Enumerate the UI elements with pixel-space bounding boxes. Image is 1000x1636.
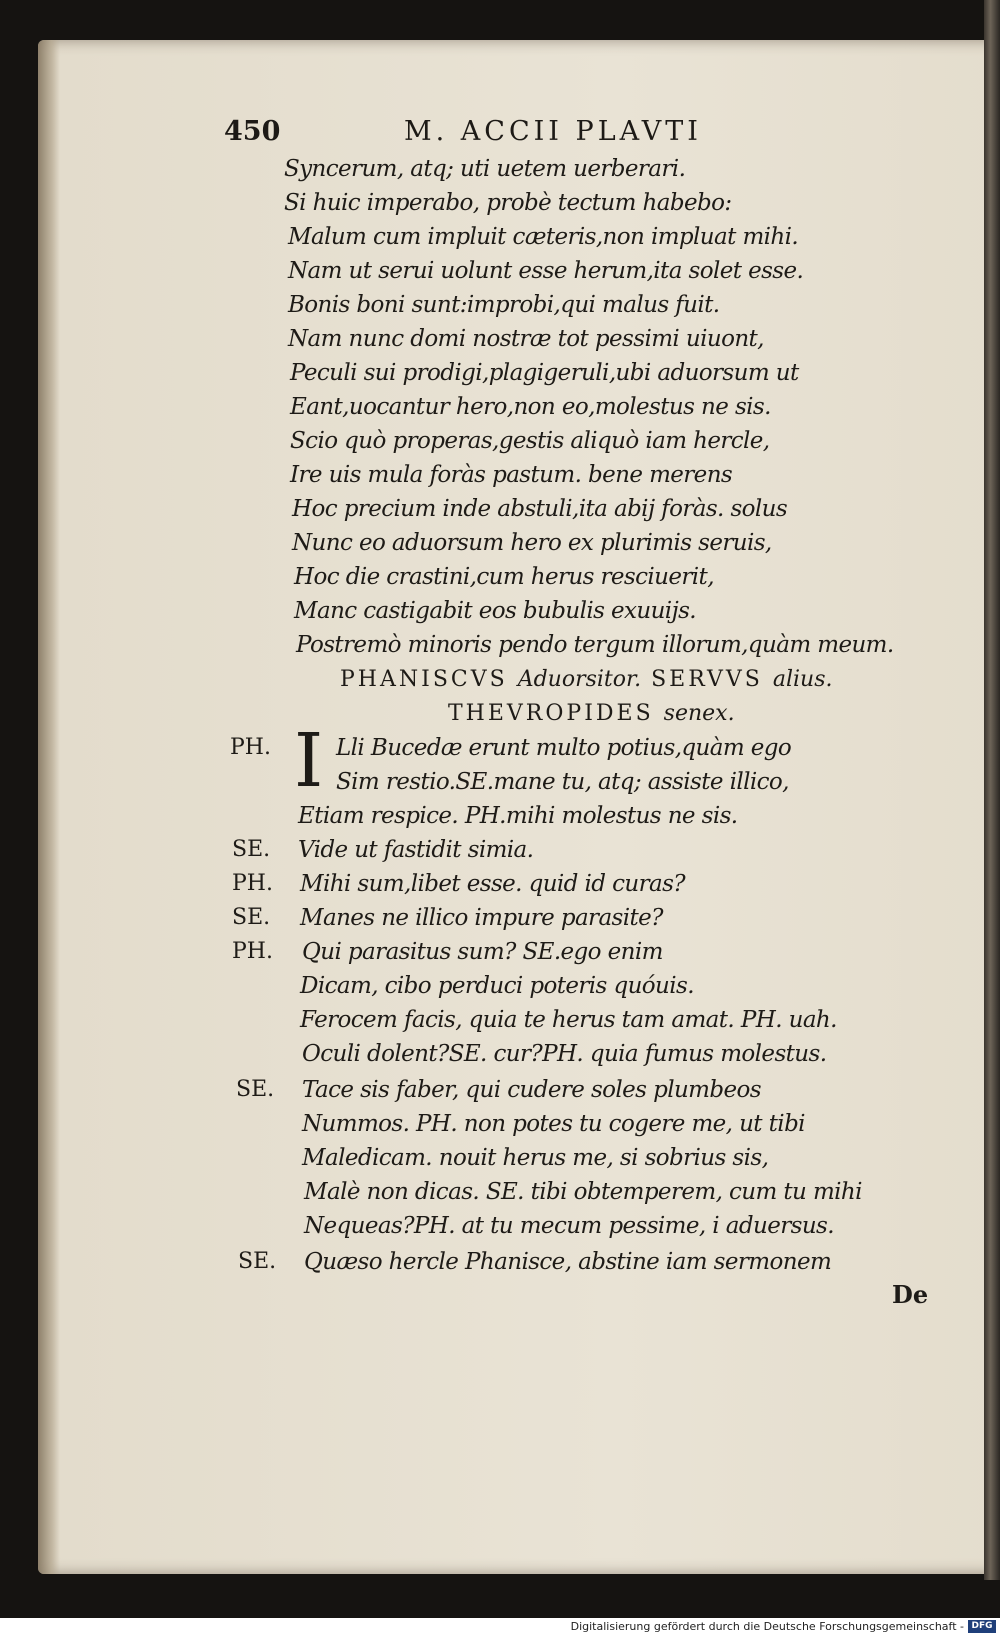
verse-line: Malum cum impluit cæteris,non impluat mihi. xyxy=(288,224,799,250)
character-name: SERVVS xyxy=(651,667,763,692)
verse-line: Hoc precium inde abstuli,ita abij foràs. solus xyxy=(292,496,788,522)
page-edge xyxy=(984,0,1000,1580)
verse-line: Nunc eo aduorsum hero ex plurimis seruis, xyxy=(292,530,772,556)
dialogue-line: Sim restio.SE.mane tu, atq; assiste illico, xyxy=(336,769,789,795)
verse-line: Eant,uocantur hero,non eo,molestus ne sis. xyxy=(290,394,771,420)
dfg-logo: DFG xyxy=(968,1620,996,1633)
dialogue-line: Mihi sum,libet esse. quid id curas? xyxy=(300,871,686,897)
scene-heading-line-2 xyxy=(448,699,735,729)
dialogue-line: Etiam respice. PH.mihi molestus ne sis. xyxy=(298,803,738,829)
scene-heading-line-1 xyxy=(340,665,833,695)
speaker-label: SE. xyxy=(238,1249,277,1274)
dialogue-line: Vide ut fastidit simia. xyxy=(298,837,534,863)
verse-line: Hoc die crastini,cum herus resciuerit, xyxy=(294,564,714,590)
character-name: THEVROPIDES xyxy=(448,701,654,726)
verse-line: Nam ut serui uolunt esse herum,ita solet esse. xyxy=(288,258,804,284)
character-name: PHANISCVS xyxy=(340,667,508,692)
verse-line: Peculi sui prodigi,plagigeruli,ubi aduorsum ut xyxy=(290,360,799,386)
verse-line: Si huic imperabo, probè tectum habebo: xyxy=(284,190,732,216)
dialogue-line: Ferocem facis, quia te herus tam amat. PH. uah. xyxy=(300,1007,837,1033)
footer-credit: Digitalisierung gefördert durch die Deutsche Forschungsgemeinschaft - xyxy=(570,1620,964,1633)
verse-line: Scio quò properas,gestis aliquò iam hercle, xyxy=(290,428,770,454)
speaker-label: PH. xyxy=(232,871,273,896)
speaker-label: SE. xyxy=(232,905,271,930)
dialogue-line: Quæso hercle Phanisce, abstine iam sermonem xyxy=(304,1249,832,1275)
verse-line: Nam nunc domi nostræ tot pessimi uiuont, xyxy=(288,326,764,352)
character-role: Aduorsitor. xyxy=(517,667,642,692)
dialogue-line: Lli Bucedæ erunt multo potius,quàm ego xyxy=(336,735,792,761)
running-title: M. ACCII PLAVTI xyxy=(404,116,702,147)
verse-line: Syncerum, atq; uti uetem uerberari. xyxy=(284,156,686,182)
character-role: senex. xyxy=(663,701,735,726)
verse-line: Ire uis mula foràs pastum. bene merens xyxy=(290,462,733,488)
speaker-label: SE. xyxy=(232,837,271,862)
dialogue-line: Qui parasitus sum? SE.ego enim xyxy=(302,939,663,965)
speaker-label: PH. xyxy=(230,735,271,760)
speaker-label: SE. xyxy=(236,1077,275,1102)
page-number: 450 xyxy=(224,116,281,147)
verse-line: Postremò minoris pendo tergum illorum,quàm meum. xyxy=(296,632,894,658)
page-gutter xyxy=(38,40,60,1574)
dialogue-line: Oculi dolent?SE. cur?PH. quia fumus molestus. xyxy=(302,1041,827,1067)
verse-line: Bonis boni sunt:improbi,qui malus fuit. xyxy=(288,292,720,318)
dialogue-line: Manes ne illico impure parasite? xyxy=(300,905,663,931)
dialogue-line: Malè non dicas. SE. tibi obtemperem, cum tu mihi xyxy=(304,1179,862,1205)
catchword: De xyxy=(892,1280,929,1309)
dialogue-line: Nequeas?PH. at tu mecum pessime, i aduersus. xyxy=(304,1213,834,1239)
verse-line: Manc castigabit eos bubulis exuuijs. xyxy=(294,598,697,624)
dialogue-line: Maledicam. nouit herus me, si sobrius sis, xyxy=(302,1145,769,1171)
dialogue-line: Tace sis faber, qui cudere soles plumbeos xyxy=(302,1077,761,1103)
drop-cap: I xyxy=(294,718,324,804)
dialogue-line: Nummos. PH. non potes tu cogere me, ut tibi xyxy=(302,1111,805,1137)
dialogue-line: Dicam, cibo perduci poteris quóuis. xyxy=(300,973,694,999)
character-role: alius. xyxy=(772,667,833,692)
speaker-label: PH. xyxy=(232,939,273,964)
